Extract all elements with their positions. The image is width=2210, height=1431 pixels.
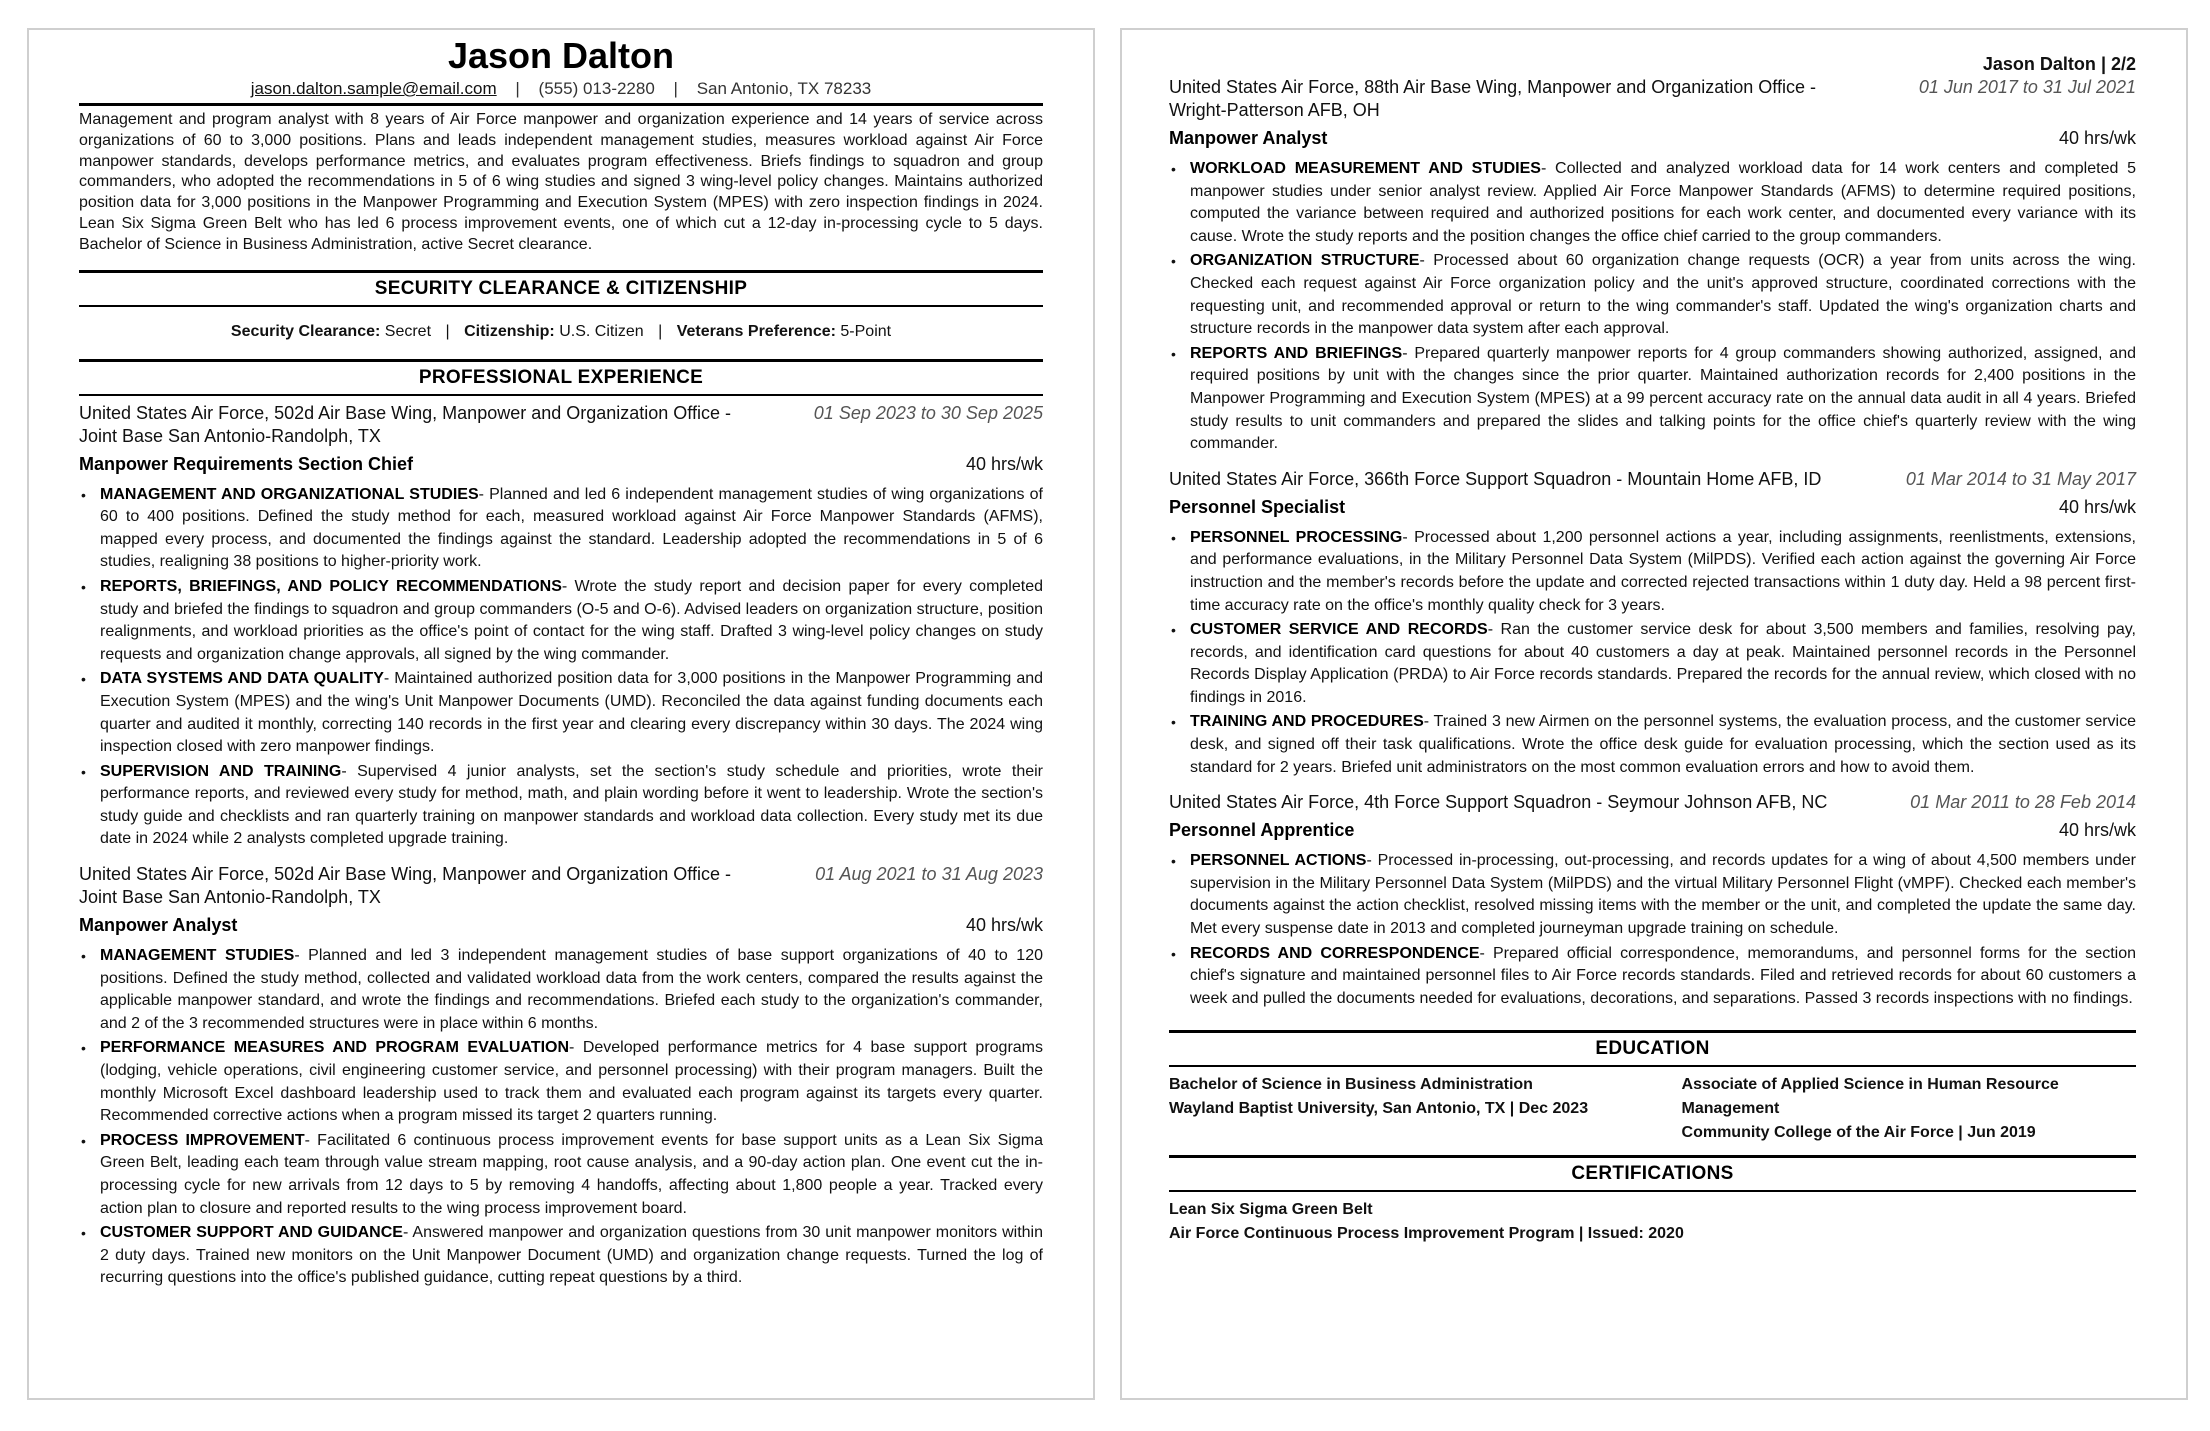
separator: | [515, 79, 520, 98]
job-org: United States Air Force, 502d Air Base Wing, Manpower and Organization Office - [79, 402, 731, 423]
bullet-lead: PERSONNEL ACTIONS [1190, 852, 1367, 870]
location: San Antonio, TX 78233 [696, 79, 872, 98]
candidate-name: Jason Dalton [447, 35, 675, 76]
page-number: | 2/2 [2100, 54, 2136, 74]
bullet-lead: CUSTOMER SERVICE AND RECORDS [1190, 621, 1488, 639]
bullet-lead: REPORTS AND BRIEFINGS [1190, 344, 1403, 362]
separator: | [445, 322, 450, 340]
bullet-text: - Processed about 1,200 personnel actions a year, including assignments, reenlistments, extensions, and performance evaluations, in the Military Personnel Data System (MilPDS). Verified each action against the governing Air Force instruction and the member's records before the update and corrected rejected transactions within 1 duty day. Held a 98 percent first-time accuracy rate on the office's monthly quality check for 3 years. [1190, 528, 2137, 614]
veterans-label: Veterans Preference: [676, 322, 836, 340]
degree: Associate of Applied Science in Human Resource Management [1681, 1076, 2059, 1118]
bullet-text: - Planned and led 3 independent management studies of base support organizations of 40 to 120 positions. Defined the study method, collected and validated workload data from the work centers, compared the results against the applicable manpower standard, and wrote the findings and recommendations. Briefed each study to the organization's commander, and 2 of the 3 recommended structures were in place within 6 months. [100, 947, 1043, 1032]
bullet-lead: MANAGEMENT AND ORGANIZATIONAL STUDIES [100, 485, 479, 503]
list-item: • MANAGEMENT AND ORGANIZATIONAL STUDIES- Planned and led 6 independent management studies of wing organizations of 60 to 400 positions. Defined the study method for each, measured workload against Air Force Manpower Standards (AFMS), mapped every process, and documented the findings against the standard. Leadership adopted the recommendations in 5 of 6 studies, realigning 38 positions to higher-priority work. [81, 485, 1043, 571]
clearance-value: Secret [384, 322, 432, 340]
job-title: Personnel Apprentice [1169, 820, 1355, 841]
bullet-lead: SUPERVISION AND TRAINING [100, 762, 342, 780]
bullet-lead: PERSONNEL PROCESSING [1190, 528, 1403, 546]
bullet-text: - Planned and led 6 independent management studies of wing organizations of 60 to 400 positions. Defined the study method for each, measured workload against Air Force Manpower Standards (AFMS), mapped every process, and documented the findings against the standard. Leadership adopted the recommendations in 5 of 6 studies, realigning 38 positions to higher-priority work. [100, 485, 1043, 571]
education-entry [1169, 1073, 1623, 1145]
divider [1169, 1190, 2136, 1192]
divider [79, 305, 1043, 307]
bullet-lead: CUSTOMER SUPPORT AND GUIDANCE [100, 1224, 403, 1242]
job-hours: 40 hrs/wk [2058, 820, 2136, 841]
cert-issuer: Air Force Continuous Process Improvement Program | Issued: 2020 [1169, 1225, 1684, 1243]
list-item: • CUSTOMER SERVICE AND RECORDS- Ran the customer service desk for about 3,500 members and families, resolving pay, records, and identification card questions for about 40 customers a day at peak. Maintained personnel records in the Personnel Records Display Application (PRDA) to Air Force records standards. Prepared the records for the annual review, which closed with no findings in 2016. [1171, 621, 2137, 706]
job-org-line [1169, 468, 2136, 491]
bullet-text: - Processed in-processing, out-processing, and records updates for a wing of about 4,500 members under supervision in the Military Personnel Data System (MilPDS) and the virtual Military Personnel Flight (vMPF). Checked each member's documents against the action checklist, resolved missing items with the member or the unit, and completed the update the same day. Met every suspense date in 2013 and completed journeyman upgrade training on schedule. [1190, 852, 2136, 938]
section-title-certifications: CERTIFICATIONS [1571, 1163, 1734, 1185]
job-bullets [79, 945, 1043, 1290]
job-title-line [1169, 126, 2136, 150]
list-item: • DATA SYSTEMS AND DATA QUALITY- Maintained authorized position data for 3,000 positions in the Manpower Programming and Execution System (MPES) and the wing's Unit Manpower Documents (UMD). Reconciled the data against funding documents each quarter and audited it monthly, correcting 140 records in the first year and clearing every discrepancy within 30 days. The 2024 wing inspection closed with zero manpower findings. [81, 670, 1044, 756]
job-title-line [79, 913, 1043, 937]
job-hours: 40 hrs/wk [2058, 496, 2136, 517]
list-item: • ORGANIZATION STRUCTURE- Processed about 60 organization change requests (OCR) a year from units across the wing. Checked each request against Air Force organization policy and the unit's approved structure, coordinated corrections with the requesting unit, and recommended approval or return to the wing commander's staff. Updated the wing's organization charts and structure records in the manpower data system after each approval. [1171, 252, 2136, 338]
bullet-text: - Prepared quarterly manpower reports for 4 group commanders showing authorized, assigned, and required positions by unit with the changes since the prior quarter. Maintained authorization records for 2,400 positions in the Manpower Programming and Execution System (MPES) at a 99 percent accuracy rate on the annual data audit in all 4 years. Briefed study results to unit commanders and prepared the slides and talking points for the office chief's quarterly review with the wing commander. [1190, 344, 2137, 453]
divider [79, 394, 1043, 396]
bullet-text: - Wrote the study report and decision paper for every completed study and briefed the findings to squadron and group commanders (O-5 and O-6). Advised leaders on organization structure, position realignments, and workload priorities as the office's point of contact for the wing staff. Drafted 3 wing-level policy changes on study requests and organization change approvals, all signed by the wing commander. [100, 577, 1043, 663]
job-bullets [1169, 158, 2136, 456]
job-hours: 40 hrs/wk [965, 915, 1043, 936]
job-entry [1169, 791, 2136, 1010]
job-title: Personnel Specialist [1169, 496, 1346, 517]
bullet-text: - Facilitated 6 continuous process improvement events for base support units as a Lean Six Sigma Green Belt, leading each team through value stream mapping, root cause analysis, and a 90-day action plan. One event cut the in-processing cycle for new arrivals from 12 days to 5 by removing 4 handoffs, affecting about 1,800 people a year. Tracked every action plan to closure and reported results to the wing process improvement board. [100, 1131, 1043, 1217]
bullet-text: - Maintained authorized position data for 3,000 positions in the Manpower Programming and Execution System (MPES) and the wing's Unit Manpower Documents (UMD). Reconciled the data against funding documents each quarter and audited it monthly, correcting 140 records in the first year and clearing every discrepancy within 30 days. The 2024 wing inspection closed with zero manpower findings. [100, 670, 1044, 756]
email-link[interactable]: jason.dalton.sample@email.com [250, 79, 497, 98]
clearance-line [79, 321, 1043, 343]
list-item: • TRAINING AND PROCEDURES- Trained 3 new Airmen on the personnel systems, the evaluation process, and the customer service desk, and signed off their task qualifications. Wrote the office desk guide for evaluation processing, which the section used as its standard for 2 years. Briefed unit administrators on the most common evaluation errors and how to avoid them. [1171, 713, 2137, 776]
job-hours: 40 hrs/wk [2058, 128, 2136, 148]
school: Community College of the Air Force | Jun 2019 [1681, 1124, 2036, 1142]
bullet-lead: MANAGEMENT STUDIES [100, 947, 295, 965]
job-org: United States Air Force, 502d Air Base Wing, Manpower and Organization Office - [79, 864, 731, 885]
job-org: United States Air Force, 366th Force Support Squadron - Mountain Home AFB, ID [1169, 468, 1822, 489]
job-entry [1169, 468, 2136, 780]
job-dates: 01 Aug 2021 to 31 Aug 2023 [815, 864, 1043, 885]
job-dates: 01 Mar 2011 to 28 Feb 2014 [1910, 792, 2136, 813]
job-bullets [1169, 527, 2136, 780]
bullet-text: - Supervised 4 junior analysts, set the section's study schedule and priorities, wrote their performance reports, and reviewed every study for method, math, and plain wording before it went to leadership. Wrote the section's study guide and checklists and ran quarterly training on manpower standards and workload data collection. Every study met its due date in 2024 while 2 analysts completed upgrade training. [100, 762, 1044, 848]
list-item: • RECORDS AND CORRESPONDENCE- Prepared official correspondence, memorandums, and personnel forms for the section chief's signature and maintained personnel files to Air Force records standards. Filed and retrieved records for about 60 customers a week and pulled the documents needed for evaluations, decorations, and separations. Passed 3 records inspections with no findings. [1171, 944, 2137, 1007]
list-item: • PERSONNEL ACTIONS- Processed in-processing, out-processing, and records updates for a wing of about 4,500 members under supervision in the Military Personnel Data System (MilPDS) and the virtual Military Personnel Flight (vMPF). Checked each member's documents against the action checklist, resolved missing items with the member or the unit, and completed the update the same day. Met every suspense date in 2013 and completed journeyman upgrade training on schedule. [1171, 852, 2136, 938]
job-org-line [1169, 791, 2136, 814]
list-item: • WORKLOAD MEASUREMENT AND STUDIES- Collected and analyzed workload data for 14 work centers and completed 5 manpower studies under senior analyst review. Applied Air Force Manpower Standards (AFMS) to determine required positions, computed the variance between required and authorized positions for each work center, and documented every variance with its cause. Wrote the study reports and the position changes the office chief carried to the group commanders. [1171, 160, 2137, 245]
resume-page-1 [27, 28, 1095, 1400]
degree: Bachelor of Science in Business Administration [1169, 1076, 1533, 1094]
citizenship-label: Citizenship: [464, 322, 555, 340]
education-entry [1682, 1073, 2136, 1145]
bullet-text: - Trained 3 new Airmen on the personnel systems, the evaluation process, and the customer service desk, and signed off their task qualifications. Wrote the office desk guide for evaluation processing, which the section used as its standard for 2 years. Briefed unit administrators on the most common evaluation errors and how to avoid them. [1190, 713, 2137, 776]
job-org-line [79, 863, 1043, 886]
list-item: • PROCESS IMPROVEMENT- Facilitated 6 continuous process improvement events for base support units as a Lean Six Sigma Green Belt, leading each team through value stream mapping, root cause analysis, and a 90-day action plan. One event cut the in-processing cycle for new arrivals from 12 days to 5 by removing 4 handoffs, affecting about 1,800 people a year. Tracked every action plan to closure and reported results to the wing process improvement board. [81, 1131, 1043, 1217]
certification-entry [1169, 1198, 2136, 1246]
job-dates: 01 Sep 2023 to 30 Sep 2025 [813, 402, 1043, 423]
job-title: Manpower Requirements Section Chief [79, 453, 414, 474]
job-title: Manpower Analyst [1169, 128, 1328, 148]
job-title: Manpower Analyst [79, 915, 238, 936]
job-dates: 01 Mar 2014 to 31 May 2017 [1905, 468, 2136, 489]
bullet-text: - Processed about 60 organization change requests (OCR) a year from units across the wing. Checked each request against Air Force organization policy and the unit's approved structure, coordinated corrections with the requesting unit, and recommended approval or return to the wing commander's staff. Updated the wing's organization charts and structure records in the manpower data system after each approval. [1190, 252, 2136, 338]
list-item: • CUSTOMER SUPPORT AND GUIDANCE- Answered manpower and organization questions from 30 unit manpower monitors within 2 duty days. Trained new monitors on the Unit Manpower Document (UMD) and organization change requests. Turned the log of recurring questions into the office's published guidance, cutting repeat questions by a third. [81, 1224, 1043, 1287]
bullet-text: - Prepared official correspondence, memorandums, and personnel forms for the section chief's signature and maintained personnel files to Air Force records standards. Filed and retrieved records for about 60 customers a week and pulled the documents needed for evaluations, decorations, and separations. Passed 3 records inspections with no findings. [1190, 944, 2137, 1007]
job-title-line [1169, 818, 2136, 842]
bullet-text: - Developed performance metrics for 4 base support programs (lodging, vehicle operations, civil engineering customer service, and personnel processing) with their program managers. Built the monthly Microsoft Excel dashboard leadership used to track them and evaluated each program against its targets every quarter. Recommended corrective actions when a program missed its target 2 quarters running. [100, 1039, 1044, 1125]
section-title-clearance: SECURITY CLEARANCE & CITIZENSHIP [374, 277, 748, 299]
separator: | [658, 322, 663, 340]
bullet-lead: RECORDS AND CORRESPONDENCE [1190, 944, 1480, 962]
section-title-experience: PROFESSIONAL EXPERIENCE [418, 366, 704, 388]
job-location: Joint Base San Antonio-Randolph, TX [79, 425, 381, 446]
veterans-value: 5-Point [840, 322, 892, 340]
list-item: • REPORTS, BRIEFINGS, AND POLICY RECOMMENDATIONS- Wrote the study report and decision paper for every completed study and briefed the findings to squadron and group commanders (O-5 and O-6). Advised leaders on organization structure, position realignments, and workload priorities as the office's point of contact for the wing staff. Drafted 3 wing-level policy changes on study requests and organization change approvals, all signed by the wing commander. [81, 577, 1043, 663]
bullet-lead: PROCESS IMPROVEMENT [100, 1131, 305, 1149]
page-header [1169, 52, 2136, 76]
bullet-lead: DATA SYSTEMS AND DATA QUALITY [100, 670, 384, 688]
job-location: Wright-Patterson AFB, OH [1169, 100, 1380, 120]
job-title-line [1169, 495, 2136, 519]
list-item: • PERSONNEL PROCESSING- Processed about 1,200 personnel actions a year, including assignments, reenlistments, extensions, and performance evaluations, in the Military Personnel Data System (MilPDS). Verified each action against the governing Air Force instruction and the member's records before the update and corrected rejected transactions within 1 duty day. Held a 98 percent first-time accuracy rate on the office's monthly quality check for 3 years. [1171, 528, 2137, 614]
separator: | [673, 79, 678, 98]
bullet-text: - Collected and analyzed workload data for 14 work centers and completed 5 manpower studies under senior analyst review. Applied Air Force Manpower Standards (AFMS) to determine required positions, computed the variance between required and authorized positions for each work center, and documented every variance with its cause. Wrote the study reports and the position changes the office chief carried to the group commanders. [1190, 160, 2137, 245]
job-org: United States Air Force, 88th Air Base Wing, Manpower and Organization Office - [1169, 77, 1816, 97]
list-item: • PERFORMANCE MEASURES AND PROGRAM EVALUATION- Developed performance metrics for 4 base support programs (lodging, vehicle operations, civil engineering customer service, and personnel processing) with their program managers. Built the monthly Microsoft Excel dashboard leadership used to track them and evaluated each program against its targets every quarter. Recommended corrective actions when a program missed its target 2 quarters running. [81, 1039, 1044, 1125]
job-hours: 40 hrs/wk [965, 453, 1043, 474]
job-entry [79, 863, 1043, 1290]
bullet-lead: WORKLOAD MEASUREMENT AND STUDIES [1190, 160, 1541, 177]
summary: Management and program analyst with 8 years of Air Force manpower and organization experience and 14 years of service across organizations of 60 to 3,000 positions. Plans and leads independent management studies, measures workload against Air Force manpower standards, develops performance metrics, and evaluates program effectiveness. Briefs findings to squadron and group commanders, who adopted the recommendations in 5 of 6 wing studies and signed 3 wing-level policy changes. Maintains authorized position data for 3,000 positions in the Manpower Programming and Execution System (MPES) with zero inspection findings in 2024. Lean Six Sigma Green Belt who has led 6 process improvement events, one of which cut a 12-day in-processing cycle to 5 days. Bachelor of Science in Business Administration, active Secret clearance. [79, 111, 1043, 253]
section-title-education: EDUCATION [1595, 1038, 1710, 1060]
job-title-line [79, 452, 1043, 476]
bullet-lead: REPORTS, BRIEFINGS, AND POLICY RECOMMENDATIONS [100, 577, 562, 595]
list-item: • SUPERVISION AND TRAINING- Supervised 4 junior analysts, set the section's study schedule and priorities, wrote their performance reports, and reviewed every study for method, math, and plain wording before it went to leadership. Wrote the section's study guide and checklists and ran quarterly training on manpower standards and workload data collection. Every study met its due date in 2024 while 2 analysts completed upgrade training. [81, 762, 1044, 848]
bullet-lead: PERFORMANCE MEASURES AND PROGRAM EVALUATION [100, 1039, 570, 1057]
list-item: • REPORTS AND BRIEFINGS- Prepared quarterly manpower reports for 4 group commanders showing authorized, assigned, and required positions by unit with the changes since the prior quarter. Maintained authorization records for 2,400 positions in the Manpower Programming and Execution System (MPES) at a 99 percent accuracy rate on the annual data audit in all 4 years. Briefed study results to unit commanders and prepared the slides and talking points for the office chief's quarterly review with the wing commander. [1171, 344, 2137, 453]
job-dates: 01 Jun 2017 to 31 Jul 2021 [1918, 77, 2136, 97]
job-bullets [1169, 850, 2136, 1010]
job-org-line [1169, 76, 2136, 99]
phone: (555) 013-2280 [538, 79, 655, 98]
job-bullets [79, 484, 1043, 852]
bullet-lead: ORGANIZATION STRUCTURE [1190, 252, 1420, 270]
cert-name: Lean Six Sigma Green Belt [1169, 1201, 1373, 1219]
education-grid [1169, 1073, 2136, 1145]
divider [1169, 1065, 2136, 1067]
header-name: Jason Dalton [1982, 54, 2096, 74]
job-entry [79, 402, 1043, 852]
citizenship-value: U.S. Citizen [559, 322, 644, 340]
bullet-text: - Ran the customer service desk for about 3,500 members and families, resolving pay, records, and identification card questions for about 40 customers a day at peak. Maintained personnel records in the Personnel Records Display Application (PRDA) to Air Force records standards. Prepared the records for the annual review, which closed with no findings in 2016. [1190, 621, 2137, 706]
list-item: • MANAGEMENT STUDIES- Planned and led 3 independent management studies of base support organizations of 40 to 120 positions. Defined the study method, collected and validated workload data from the work centers, compared the results against the applicable manpower standard, and wrote the findings and recommendations. Briefed each study to the organization's commander, and 2 of the 3 recommended structures were in place within 6 months. [81, 947, 1043, 1032]
job-location: Joint Base San Antonio-Randolph, TX [79, 887, 381, 908]
contact-line [79, 78, 1043, 100]
job-entry [1169, 76, 2136, 456]
divider [79, 103, 1043, 106]
job-org: United States Air Force, 4th Force Support Squadron - Seymour Johnson AFB, NC [1169, 792, 1828, 813]
job-org-line [79, 402, 1043, 425]
school: Wayland Baptist University, San Antonio, TX | Dec 2023 [1169, 1100, 1589, 1118]
resume-page-2 [1120, 28, 2188, 1400]
bullet-lead: TRAINING AND PROCEDURES [1190, 713, 1424, 731]
clearance-label: Security Clearance: [230, 322, 381, 340]
bullet-text: - Answered manpower and organization questions from 30 unit manpower monitors within 2 duty days. Trained new monitors on the Unit Manpower Document (UMD) and organization change requests. Turned the log of recurring questions into the office's published guidance, cutting repeat questions by a third. [100, 1224, 1043, 1287]
